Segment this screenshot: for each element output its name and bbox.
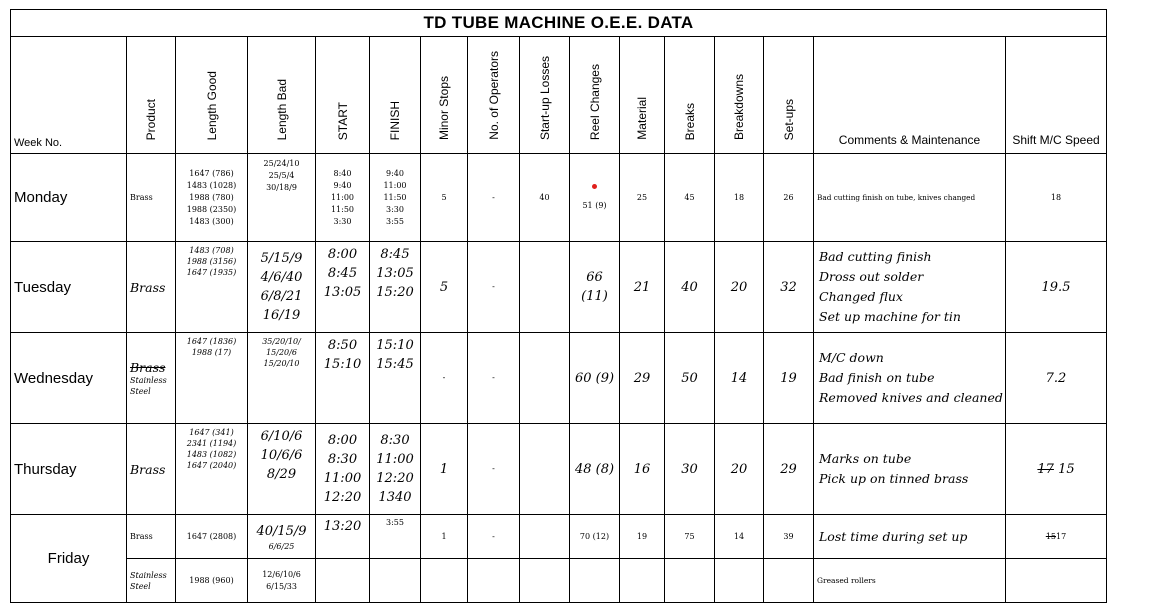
length-good-cell: 1988 (960) [176,559,248,603]
startup-losses-cell [520,242,570,333]
operators-cell: - [468,424,520,515]
header-row [11,37,1107,154]
length-bad-cell: 5/15/9 4/6/40 6/8/21 16/19 [248,242,316,333]
material-cell: 25 [620,154,665,242]
header-breakdowns: Breakdowns [732,73,746,140]
comments-cell: Bad cutting finish on tube, knives changed [814,154,1006,242]
start-cell: 8:50 15:10 [316,333,370,424]
speed-cell [1006,559,1107,603]
header-length-good: Length Good [204,70,219,140]
length-good-cell: 1647 (1836) 1988 (17) [176,333,248,424]
material-cell: 21 [620,242,665,333]
setups-cell: 19 [764,333,814,424]
breaks-cell [665,559,715,603]
product-struck: Brass [130,359,166,375]
material-cell: 29 [620,333,665,424]
speed-cell: 7.2 [1006,333,1107,424]
finish-cell [370,559,421,603]
start-cell: 8:00 8:30 11:00 12:20 [316,424,370,515]
breaks-cell: 45 [665,154,715,242]
finish-cell: 9:40 11:00 11:50 3:30 3:55 [370,154,421,242]
header-length-bad: Length Bad [274,78,289,140]
operators-cell: - [468,333,520,424]
length-good-cell: 1647 (786) 1483 (1028) 1988 (780) 1988 (2350) 1483 (300) [176,154,248,242]
minor-stops-cell [421,559,468,603]
length-bad-cell: 6/10/6 10/6/6 8/29 [248,424,316,515]
product-cell: Stainless Steel [127,559,176,603]
table-row-friday-steel [11,559,1107,603]
operators-cell: - [468,515,520,559]
header-material: Material [635,97,649,140]
header-start: START [335,101,350,140]
start-cell: 8:40 9:40 11:00 11:50 3:30 [316,154,370,242]
header-reel-changes: Reel Changes [587,63,602,140]
product-cell: Brass [127,242,176,333]
header-speed: Shift M/C Speed [1006,37,1107,154]
breakdowns-cell: 14 [715,515,764,559]
startup-losses-cell [520,515,570,559]
finish-cell: 8:30 11:00 12:20 1340 [370,424,421,515]
minor-stops-cell: 5 [421,154,468,242]
breakdowns-cell: 18 [715,154,764,242]
speed-cell [1006,424,1107,515]
product-cell: Brass [127,154,176,242]
breakdowns-cell: 14 [715,333,764,424]
reel-changes-cell: 48 (8) [570,424,620,515]
length-good-cell: 1647 (2808) [176,515,248,559]
setups-cell: 26 [764,154,814,242]
setups-cell: 32 [764,242,814,333]
table-title: TD TUBE MACHINE O.E.E. DATA [11,10,1107,37]
minor-stops-cell: 5 [421,242,468,333]
day-label: Wednesday [11,333,127,424]
comments-cell: Marks on tube Pick up on tinned brass [814,424,1006,515]
comments-cell: M/C down Bad finish on tube Removed knives and cleaned [814,333,1006,424]
header-finish: FINISH [388,100,402,140]
setups-cell: 39 [764,515,814,559]
speed-cell: 18 [1006,154,1107,242]
speed-struck: 15 [1045,531,1056,541]
day-label: Tuesday [11,242,127,333]
start-cell [316,559,370,603]
startup-losses-cell [520,559,570,603]
startup-losses-cell: 40 [520,154,570,242]
product-cell: Brass [127,424,176,515]
day-label: Friday [11,515,127,603]
startup-losses-cell [520,333,570,424]
oee-data-sheet [10,9,1107,603]
length-good-cell: 1647 (341) 2341 (1194) 1483 (1082) 1647 (2040) [176,424,248,515]
header-breaks: Breaks [682,102,697,140]
header-startup-losses: Start-up Losses [537,55,552,140]
reel-changes-cell: 70 (12) [570,515,620,559]
minor-stops-cell: - [421,333,468,424]
start-cell: 13:20 [316,515,370,559]
operators-cell: - [468,242,520,333]
material-cell [620,559,665,603]
setups-cell [764,559,814,603]
red-dot-mark [592,184,597,189]
startup-losses-cell [520,424,570,515]
speed-cell [1006,515,1107,559]
oee-table [10,9,1107,603]
header-setups: Set-ups [781,98,796,140]
operators-cell [468,559,520,603]
table-row-tuesday [11,242,1107,333]
start-cell: 8:00 8:45 13:05 [316,242,370,333]
finish-cell: 15:10 15:45 [370,333,421,424]
table-row-friday-brass [11,515,1107,559]
length-bad-cell: 40/15/9 6/6/25 [248,515,316,559]
material-cell: 16 [620,424,665,515]
breakdowns-cell [715,559,764,603]
product-cell [127,333,176,424]
table-row-thursday [11,424,1107,515]
day-label: Thursday [11,424,127,515]
table-row-wednesday [11,333,1107,424]
comments-cell: Bad cutting finish Dross out solder Changed flux Set up machine for tin [814,242,1006,333]
speed-cell: 19.5 [1006,242,1107,333]
breaks-cell: 50 [665,333,715,424]
operators-cell: - [468,154,520,242]
length-bad-cell: 35/20/10/ 15/20/6 15/20/10 [248,333,316,424]
speed-value: 17 [1056,531,1067,541]
finish-cell: 8:45 13:05 15:20 [370,242,421,333]
breaks-cell: 75 [665,515,715,559]
material-cell: 19 [620,515,665,559]
reel-changes-cell: 66 (11) [570,242,620,333]
reel-changes-cell [570,559,620,603]
length-good-cell: 1483 (708) 1988 (3156) 1647 (1935) [176,242,248,333]
header-operators: No. of Operators [486,51,501,140]
finish-cell: 3:55 [370,515,421,559]
comments-cell: Lost time during set up [814,515,1006,559]
reel-changes-cell: 60 (9) [570,333,620,424]
length-bad-cell: 12/6/10/6 6/15/33 [248,559,316,603]
header-product: Product [144,98,158,140]
product-cell: Brass [127,515,176,559]
breakdowns-cell: 20 [715,242,764,333]
speed-value: 15 [1058,461,1075,477]
length-bad-cell: 25/24/10 25/5/4 30/18/9 [248,154,316,242]
speed-struck: 17 [1037,461,1054,477]
breakdowns-cell: 20 [715,424,764,515]
breaks-cell: 40 [665,242,715,333]
product-current: Stainless Steel [130,375,167,396]
minor-stops-cell: 1 [421,515,468,559]
header-week: Week No. [11,37,127,154]
header-minor-stops: Minor Stops [437,75,451,140]
comments-cell: Greased rollers [814,559,1006,603]
reel-changes-cell: 51 (9) [570,154,620,242]
minor-stops-cell: 1 [421,424,468,515]
day-label: Monday [11,154,127,242]
table-row-monday [11,154,1107,242]
setups-cell: 29 [764,424,814,515]
header-comments: Comments & Maintenance [814,37,1006,154]
breaks-cell: 30 [665,424,715,515]
